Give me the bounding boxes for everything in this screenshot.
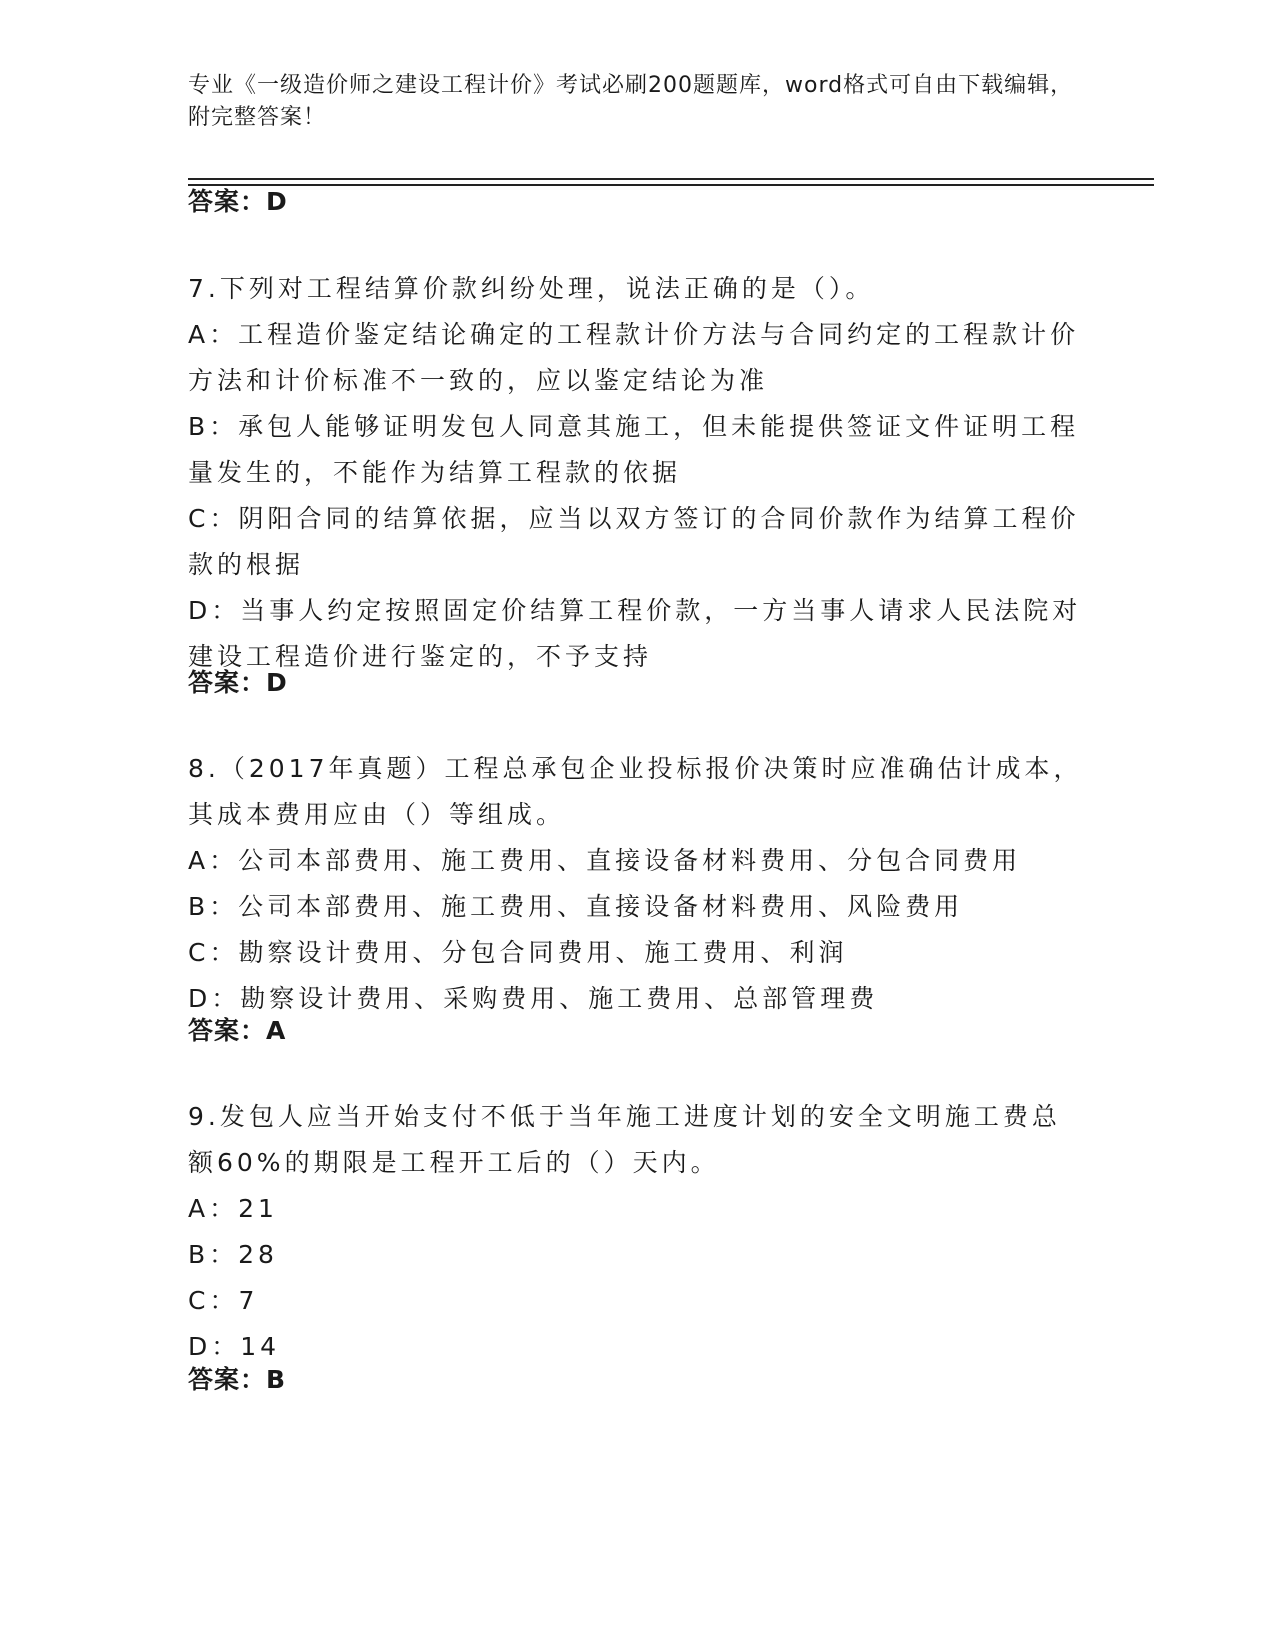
option-d: D：当事人约定按照固定价结算工程价款，一方当事人请求人民法院对建设工程造价进行鉴定的，不予支持 bbox=[188, 596, 1082, 671]
option-d: D：14 bbox=[188, 1332, 281, 1361]
option-d: D：勘察设计费用、采购费用、施工费用、总部管理费 bbox=[188, 984, 879, 1013]
answer-prev: 答案：D bbox=[188, 187, 288, 216]
option-b: B：承包人能够证明发包人同意其施工，但未能提供签证文件证明工程量发生的，不能作为结算工程款的依据 bbox=[188, 412, 1080, 487]
question-8 bbox=[188, 746, 1088, 1022]
option-a: A：工程造价鉴定结论确定的工程款计价方法与合同约定的工程款计价方法和计价标准不一致的，应以鉴定结论为准 bbox=[188, 320, 1080, 395]
answer-9: 答案：B bbox=[188, 1365, 287, 1394]
question-stem: 7.下列对工程结算价款纠纷处理，说法正确的是（）。 bbox=[188, 274, 875, 303]
page-header: 专业《一级造价师之建设工程计价》考试必刷200题题库，word格式可自由下载编辑，附完整答案！ bbox=[188, 73, 1074, 130]
option-c: C：7 bbox=[188, 1286, 259, 1315]
question-stem: 8.（2017年真题）工程总承包企业投标报价决策时应准确估计成本，其成本费用应由（）等组成。 bbox=[188, 754, 1083, 829]
option-c: C：阴阳合同的结算依据，应当以双方签订的合同价款作为结算工程价款的根据 bbox=[188, 504, 1080, 579]
question-7 bbox=[188, 266, 1088, 680]
question-stem: 9.发包人应当开始支付不低于当年施工进度计划的安全文明施工费总额60%的期限是工程开工后的（）天内。 bbox=[188, 1102, 1061, 1177]
header-rule-bottom bbox=[188, 184, 1154, 186]
answer-8: 答案：A bbox=[188, 1016, 287, 1045]
option-b: B：公司本部费用、施工费用、直接设备材料费用、风险费用 bbox=[188, 892, 964, 921]
answer-7: 答案：D bbox=[188, 668, 288, 697]
option-a: A：21 bbox=[188, 1194, 278, 1223]
header-rule-top bbox=[188, 178, 1154, 180]
option-c: C：勘察设计费用、分包合同费用、施工费用、利润 bbox=[188, 938, 848, 967]
question-9 bbox=[188, 1094, 1088, 1370]
option-a: A：公司本部费用、施工费用、直接设备材料费用、分包合同费用 bbox=[188, 846, 1022, 875]
option-b: B：28 bbox=[188, 1240, 278, 1269]
